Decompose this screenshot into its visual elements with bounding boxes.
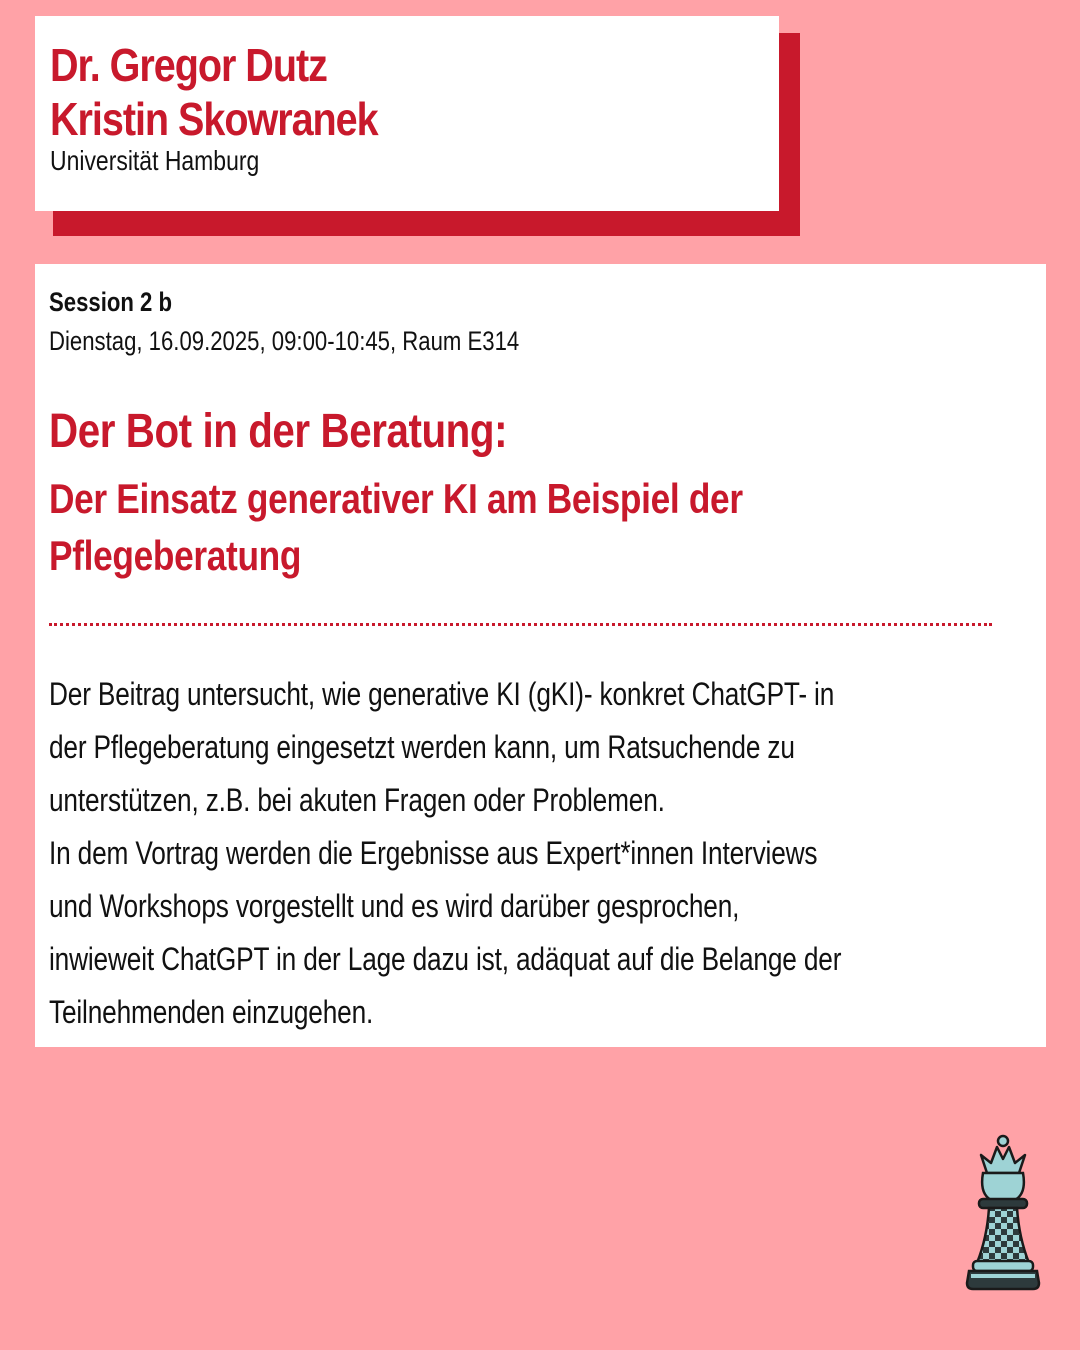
abstract-line: In dem Vortrag werden die Ergebnisse aus Expert*innen Interviews (49, 835, 818, 871)
session-meta: Dienstag, 16.09.2025, 09:00-10:45, Raum E314 (49, 326, 520, 356)
talk-title: Der Bot in der Beratung: (49, 405, 508, 458)
abstract-line: inwieweit ChatGPT in der Lage dazu ist, adäquat auf die Belange der (49, 941, 842, 977)
chess-queen-icon (965, 1133, 1041, 1293)
talk-subtitle-line-2: Pflegeberatung (49, 532, 302, 579)
abstract-line: unterstützen, z.B. bei akuten Fragen oder Problemen. (49, 782, 665, 818)
abstract-line: Der Beitrag untersucht, wie generative KI (gKI)- konkret ChatGPT- in (49, 676, 835, 712)
talk-subtitle (49, 470, 973, 584)
speaker-name-1: Dr. Gregor Dutz (50, 39, 327, 91)
abstract-line: der Pflegeberatung eingesetzt werden kann, um Ratsuchende zu (49, 729, 795, 765)
abstract-line: und Workshops vorgestellt und es wird darüber gesprochen, (49, 888, 740, 924)
talk-abstract (49, 668, 976, 1039)
speaker-card (35, 16, 779, 211)
speaker-name-2: Kristin Skowranek (50, 93, 378, 145)
dotted-divider (49, 623, 992, 626)
abstract-line: Teilnehmenden einzugehen. (49, 994, 374, 1030)
talk-subtitle-line-1: Der Einsatz generativer KI am Beispiel der (49, 475, 743, 522)
session-card (35, 264, 1046, 1047)
session-label: Session 2 b (49, 287, 173, 317)
speaker-affiliation: Universität Hamburg (50, 145, 260, 176)
